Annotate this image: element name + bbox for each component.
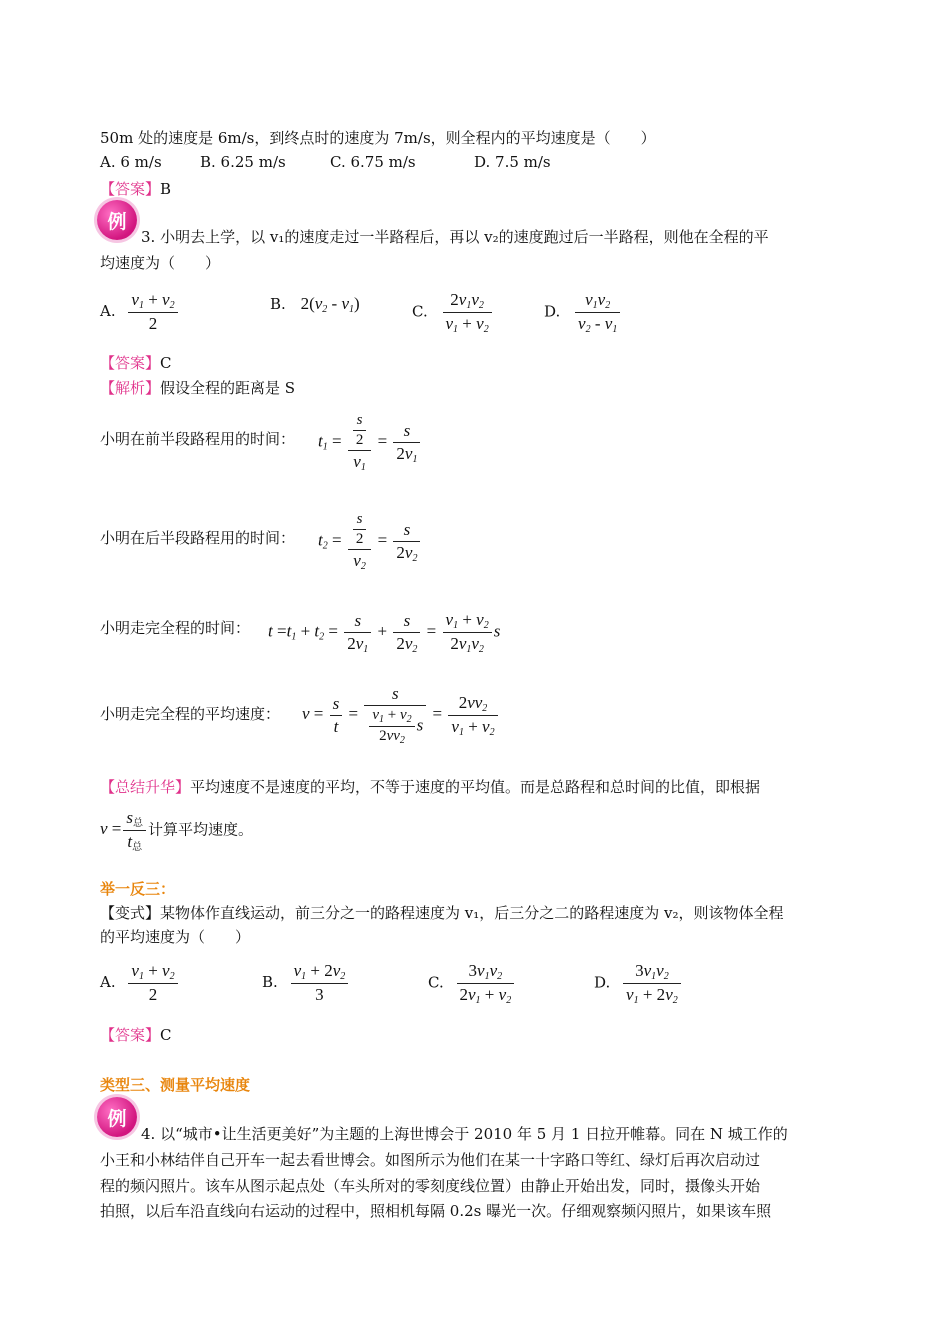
step2-label: 小明在后半段路程用的时间：	[100, 529, 296, 547]
q4-line2: 小王和小林结伴自己开车一起去看世博会。如图所示为他们在某一十字路口等红、绿灯后再次启动过	[100, 1151, 761, 1169]
q2-option-c: C. 6.75 m/s	[330, 153, 416, 171]
q3-analysis: 【解析】假设全程的距离是 S	[100, 379, 296, 397]
variant-option-a: A. $\frac{v_1 + v_2}{2}$	[100, 961, 180, 1005]
q3-line2: 均速度为（ ）	[100, 254, 221, 272]
example-badge-icon: 例	[97, 200, 137, 240]
step2-formula: $t_2$ = $\frac{\frac{s}{2}}{v_2}$ = $\frac{s}{2v_2}$	[318, 511, 422, 572]
answer-label: 【答案】	[100, 180, 161, 198]
variant-option-b: B. $\frac{v_1 + 2v_2}{3}$	[262, 961, 350, 1005]
step3-formula: $t =t_1 + t_2$ = $\frac{s}{2v_1}$ + $\frac{s}{2v_2}$ = $\frac{v_1 + v_2}{2v_1v_2}$ s	[268, 610, 501, 655]
variant-option-c: C. $\frac{3v_1v_2}{2v_1 + v_2}$	[428, 961, 516, 1006]
q3-answer: 【答案】C	[100, 354, 172, 372]
q4-line3: 程的频闪照片。该车从图示起点处（车头所对的零刻度线位置）由静止开始出发，同时，摄像头开始	[100, 1177, 761, 1195]
q2-option-b: B. 6.25 m/s	[200, 153, 286, 171]
example-badge-icon: 例	[97, 1097, 137, 1137]
variant-option-d: D. $\frac{3v_1v_2}{v_1 + 2v_2}$	[594, 961, 683, 1006]
q3-option-a: A. $\frac{v_1 + v_2}{2}$	[100, 290, 180, 334]
q2-option-d: D. 7.5 m/s	[474, 153, 551, 171]
q3-option-d: D. $\frac{v_1v_2}{v_2 - v_1}$	[544, 290, 622, 335]
summary-formula-line: v = $\frac{s_总}{t_总}$ 计算平均速度。	[100, 808, 254, 853]
variant-line2: 的平均速度为（ ）	[100, 928, 251, 946]
q2-option-a: A. 6 m/s	[100, 153, 162, 171]
step4-formula: v = $\frac{s}{t}$ = s $\frac{v_1 + v_2}{2vv_2}$ s = $\frac{2vv_2}{v_1 + v_2}$	[302, 684, 500, 746]
variant-answer: 【答案】C	[100, 1026, 172, 1044]
q2-line: 50m 处的速度是 6m/s，到终点时的速度为 7m/s，则全程内的平均速度是（ ）	[100, 129, 656, 147]
q4-line1: 4. 以“城市•让生活更美好”为主题的上海世博会于 2010 年 5 月 1 日拉开帷幕。同在 N 城工作的	[141, 1125, 788, 1143]
step3-label: 小明走完全程的时间：	[100, 619, 251, 637]
summary-line: 【总结升华】平均速度不是速度的平均，不等于速度的平均值。而是总路程和总时间的比值，即根据	[100, 778, 761, 796]
q3-line1: 3. 小明去上学，以 v₁的速度走过一半路程后，再以 v₂的速度跑过后一半路程，则他在全程的平	[141, 228, 769, 246]
section-heading: 类型三、测量平均速度	[100, 1076, 251, 1094]
q4-line4: 拍照，以后车沿直线向右运动的过程中，照相机每隔 0.2s 曝光一次。仔细观察频闪照片，如果该车照	[100, 1202, 772, 1220]
q2-answer	[100, 178, 171, 199]
q3-option-b: B. $2(v_2 - v_1)$	[270, 294, 360, 315]
step1-formula: $t_1$ = $\frac{\frac{s}{2}}{v_1}$ = $\frac{s}{2v_1}$	[318, 412, 422, 473]
variant-line1: 【变式】某物体作直线运动，前三分之一的路程速度为 v₁，后三分之二的路程速度为 v₂，则该物体全程	[100, 904, 784, 922]
variant-heading: 举一反三：	[100, 880, 176, 898]
step1-label: 小明在前半段路程用的时间：	[100, 430, 296, 448]
step4-label: 小明走完全程的平均速度：	[100, 705, 281, 723]
answer-value: B	[160, 180, 172, 198]
q3-option-c: C. $\frac{2v_1v_2}{v_1 + v_2}$	[412, 290, 494, 335]
